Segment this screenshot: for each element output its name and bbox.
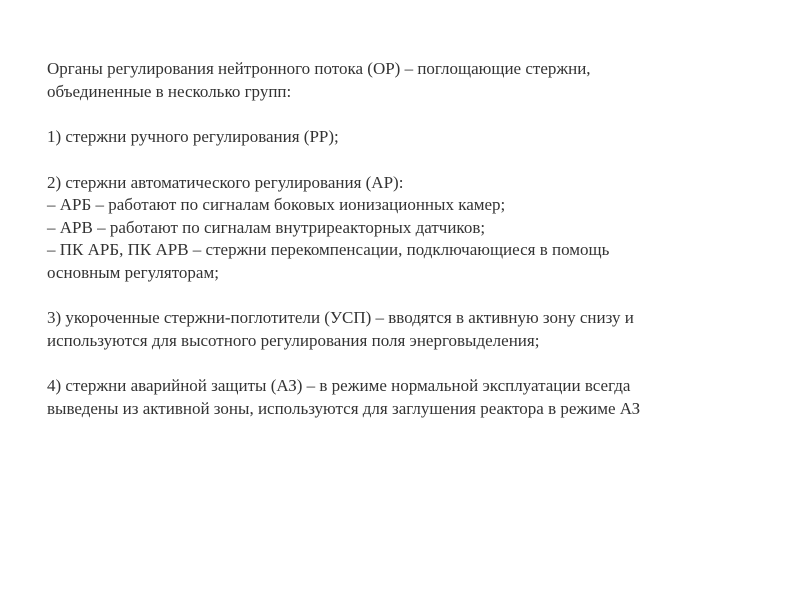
text-line: 2) стержни автоматического регулирования (АР): — [47, 172, 404, 192]
text-line: 4) стержни аварийной защиты (АЗ) – в режиме нормальной эксплуатации всегда — [47, 376, 631, 395]
text-line: – АРВ – работают по сигналам внутриреакторных датчиков; — [47, 217, 486, 237]
text-line: – АРБ – работают по сигналам боковых ионизационных камер; — [47, 195, 506, 214]
item-automatic-control — [47, 172, 760, 285]
text-line: 3) укороченные стержни-поглотители (УСП) – вводятся в активную зону снизу и — [47, 308, 634, 327]
text-line: 1) стержни ручного регулирования (РР); — [47, 127, 339, 146]
text-line: Органы регулирования нейтронного потока (ОР) – поглощающие стержни, — [47, 59, 591, 78]
intro-paragraph — [47, 58, 760, 103]
item-manual-control — [47, 126, 760, 149]
text-line: основным регуляторам; — [47, 262, 219, 282]
item-emergency-protection — [47, 375, 760, 420]
text-line: используются для высотного регулирования поля энерговыделения; — [47, 330, 540, 350]
text-line: – ПК АРБ, ПК АРВ – стержни перекомпенсации, подключающиеся в помощь — [47, 240, 610, 259]
item-shortened-absorbers — [47, 307, 760, 352]
text-line: объединенные в несколько групп: — [47, 81, 292, 101]
text-line: выведены из активной зоны, используются для заглушения реактора в режиме АЗ — [47, 398, 641, 418]
